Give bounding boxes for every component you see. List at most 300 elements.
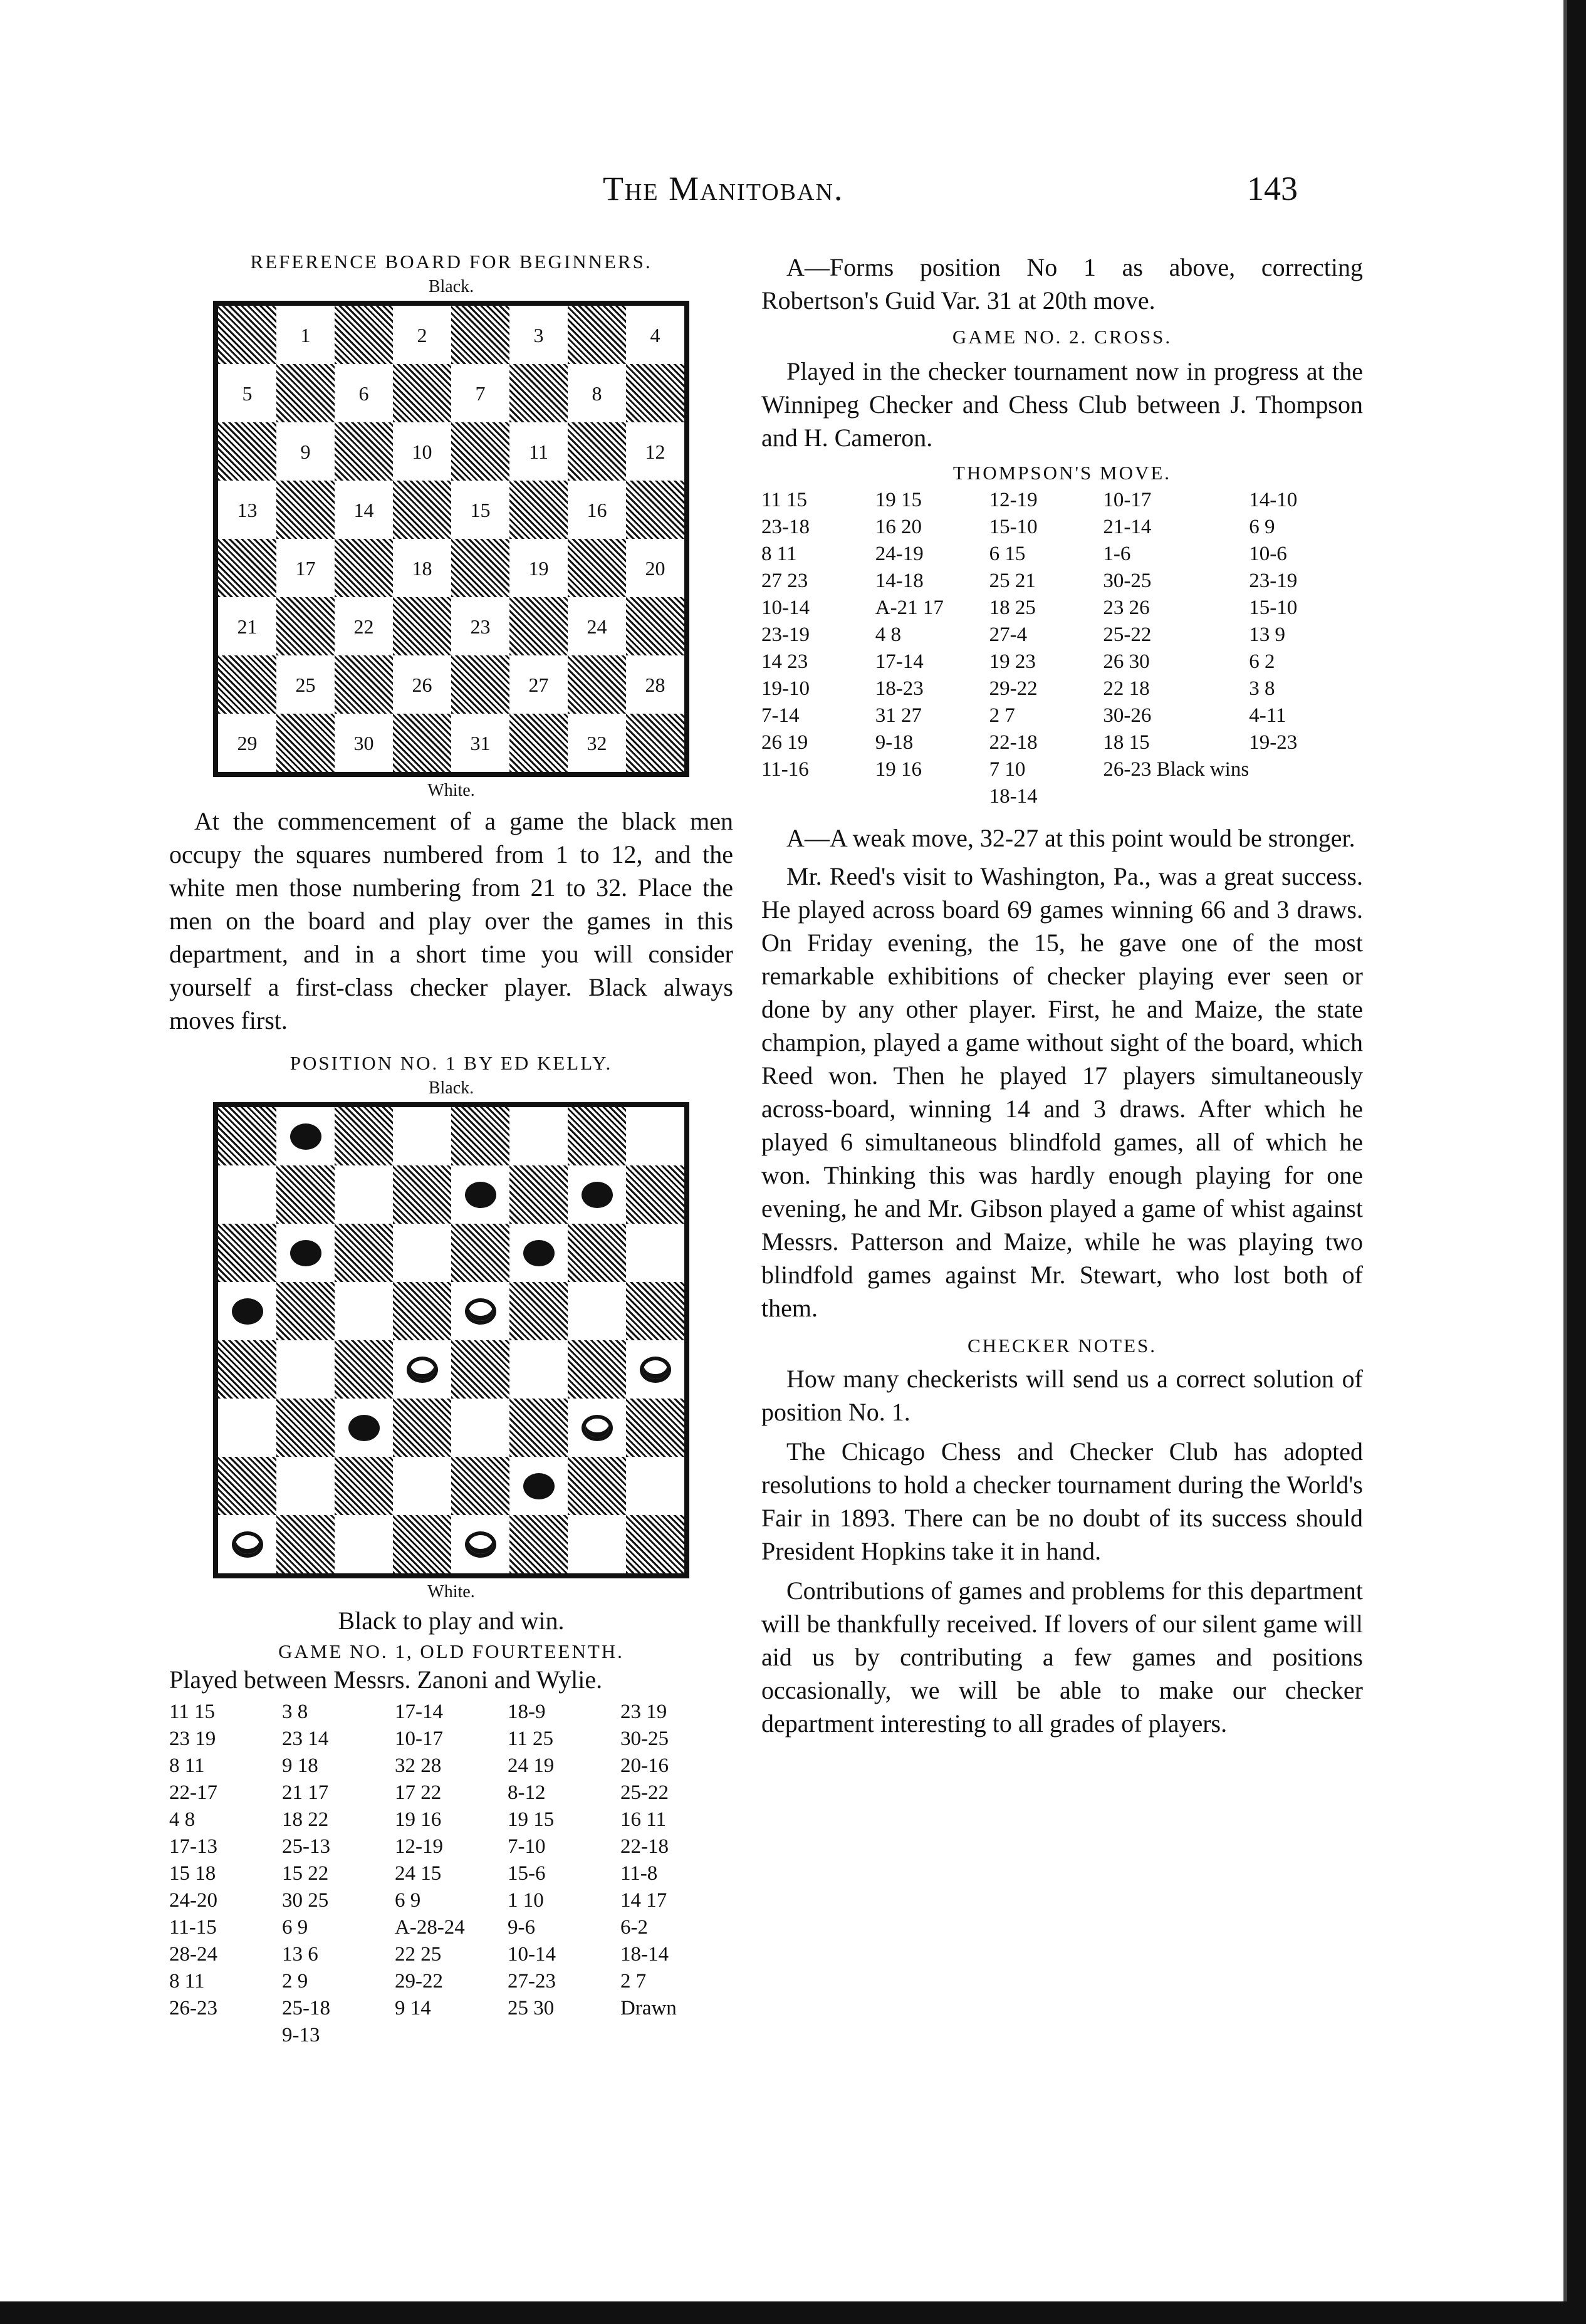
move-entry: 7-10 — [508, 1835, 546, 1858]
board-dark-square — [568, 1224, 626, 1282]
move-entry: 24-19 — [875, 543, 924, 565]
board-dark-square — [509, 714, 568, 772]
board-dark-square — [626, 364, 684, 422]
move-entry: 25-22 — [620, 1781, 669, 1804]
board-square-17 — [276, 1340, 335, 1399]
square-number: 11 — [526, 442, 551, 462]
board-square-29 — [218, 1515, 276, 1573]
board-dark-square — [568, 422, 626, 481]
move-entry: 6 9 — [1249, 516, 1275, 538]
board-dark-square — [218, 1107, 276, 1165]
board-square-3 — [509, 1107, 568, 1165]
board-dark-square — [451, 306, 509, 364]
move-entry: 26 19 — [761, 731, 808, 754]
square-number: 20 — [643, 558, 668, 578]
board-square-19 — [509, 539, 568, 597]
moves-column — [282, 1699, 395, 2049]
move-entry: A-21 17 — [875, 597, 944, 619]
move-entry: 7-14 — [761, 704, 800, 727]
board-square-24 — [568, 597, 626, 655]
move-entry: 26-23 — [169, 1997, 217, 2019]
board-square-21 — [218, 597, 276, 655]
move-entry: 18-14 — [989, 785, 1038, 808]
move-entry: 10-17 — [395, 1727, 443, 1750]
board-dark-square — [509, 364, 568, 422]
board-dark-square — [393, 364, 451, 422]
board-dark-square — [276, 1282, 335, 1340]
moves-column — [1249, 487, 1363, 810]
board-dark-square — [626, 1165, 684, 1224]
move-entry: 18-9 — [508, 1701, 546, 1723]
move-entry: 8 11 — [169, 1754, 205, 1777]
move-entry: 27 23 — [761, 570, 808, 592]
moves-column — [875, 487, 989, 810]
square-number: 18 — [410, 558, 435, 578]
move-entry: 15 22 — [282, 1862, 329, 1885]
game1-title: GAME NO. 1, OLD FOURTEENTH. — [278, 1640, 624, 1662]
move-entry: 20-16 — [620, 1754, 669, 1777]
black-checker-piece — [348, 1415, 380, 1441]
board-dark-square — [626, 1399, 684, 1457]
square-number: 15 — [468, 500, 493, 520]
checker-notes-title: CHECKER NOTES. — [967, 1335, 1157, 1357]
move-entry: 19-23 — [1249, 731, 1298, 754]
move-entry: 14-10 — [1249, 489, 1298, 511]
board-square-4 — [626, 306, 684, 364]
move-entry: 23-19 — [1249, 570, 1298, 592]
board-square-8 — [568, 364, 626, 422]
move-entry: 2 7 — [989, 704, 1015, 727]
board-square-22 — [335, 1399, 393, 1457]
move-entry: 9 18 — [282, 1754, 318, 1777]
move-entry: 21-14 — [1103, 516, 1152, 538]
white-checker-piece — [407, 1357, 438, 1383]
move-entry: Drawn — [620, 1997, 677, 2019]
board-dark-square — [393, 481, 451, 539]
square-number: 12 — [643, 442, 668, 462]
move-entry: 24 15 — [395, 1862, 442, 1885]
move-entry: 32 28 — [395, 1754, 442, 1777]
board-dark-square — [276, 1515, 335, 1573]
board-square-2 — [393, 1107, 451, 1165]
intro-paragraph: At the commencement of a game the black men occupy the squares numbered from 1 to 12, and the white men those numbering from 21 to 32. Place the men on the board and play over the games in this department, and in a short time you will consider yourself a first-class checker player. Black always moves first. — [169, 807, 733, 1034]
square-number: 27 — [526, 675, 551, 695]
board-square-7 — [451, 1165, 509, 1224]
board-square-21 — [218, 1399, 276, 1457]
reference-board-top-label: Black. — [428, 277, 474, 296]
move-entry: 30-25 — [1103, 570, 1152, 592]
move-entry: 25-13 — [282, 1835, 330, 1858]
board-dark-square — [335, 1340, 393, 1399]
board-square-15 — [451, 481, 509, 539]
board-square-20 — [626, 539, 684, 597]
moves-column — [508, 1699, 620, 2049]
board-dark-square — [393, 1515, 451, 1573]
move-entry: 19 15 — [875, 489, 922, 511]
move-entry: 18-23 — [875, 677, 924, 700]
board-square-18 — [393, 1340, 451, 1399]
reference-board-caption: REFERENCE BOARD FOR BEGINNERS. — [250, 251, 652, 273]
board-dark-square — [393, 714, 451, 772]
move-entry: 15-10 — [989, 516, 1038, 538]
move-entry: 10-14 — [761, 597, 810, 619]
square-number: 3 — [531, 325, 546, 345]
board-square-32 — [568, 714, 626, 772]
scan-bottom-edge — [0, 2301, 1586, 2324]
board-dark-square — [393, 1165, 451, 1224]
square-number: 13 — [235, 500, 260, 520]
moves-column — [1103, 487, 1249, 810]
move-entry: 23-18 — [761, 516, 810, 538]
board-dark-square — [218, 655, 276, 714]
board-dark-square — [335, 422, 393, 481]
page-header — [0, 169, 1586, 219]
board-dark-square — [276, 714, 335, 772]
square-number: 6 — [357, 383, 372, 404]
square-number: 19 — [526, 558, 551, 578]
page-number: 143 — [1247, 170, 1298, 207]
move-entry: 24 19 — [508, 1754, 555, 1777]
board-dark-square — [626, 714, 684, 772]
board-dark-square — [276, 1165, 335, 1224]
move-entry: 18 22 — [282, 1808, 329, 1831]
move-entry: 11-15 — [169, 1916, 217, 1939]
white-checker-piece — [232, 1531, 263, 1558]
board-dark-square — [335, 1224, 393, 1282]
board-square-11 — [509, 422, 568, 481]
board-dark-square — [218, 1224, 276, 1282]
reference-board-bottom-label: White. — [427, 781, 475, 800]
move-entry: 15-10 — [1249, 597, 1298, 619]
board-square-23 — [451, 1399, 509, 1457]
move-entry: 15 18 — [169, 1862, 216, 1885]
board-dark-square — [568, 306, 626, 364]
board-square-31 — [451, 1515, 509, 1573]
move-entry: 13 6 — [282, 1943, 318, 1966]
board-dark-square — [451, 539, 509, 597]
square-number: 30 — [352, 733, 377, 753]
checker-notes-paragraph-2: The Chicago Chess and Checker Club has adopted resolutions to hold a checker tournament during the World's Fair in 1893. There can be no doubt of its success should President Hopkins take it in hand. — [761, 1437, 1363, 1565]
board-square-25 — [276, 655, 335, 714]
board-square-1 — [276, 1107, 335, 1165]
move-entry: 11-8 — [620, 1862, 658, 1885]
move-entry: 2 7 — [620, 1970, 647, 1993]
board-square-6 — [335, 364, 393, 422]
position-subcaption: Black to play and win. — [338, 1607, 565, 1635]
move-entry: 8-12 — [508, 1781, 546, 1804]
board-dark-square — [626, 597, 684, 655]
move-entry: 18-14 — [620, 1943, 669, 1966]
game2-title: GAME NO. 2. CROSS. — [952, 326, 1172, 348]
black-checker-piece — [232, 1298, 263, 1325]
running-title: The Manitoban. — [603, 170, 844, 207]
board-dark-square — [568, 1457, 626, 1515]
board-dark-square — [218, 306, 276, 364]
square-number: 26 — [410, 675, 435, 695]
moves-column — [989, 487, 1103, 810]
board-square-6 — [335, 1165, 393, 1224]
board-square-15 — [451, 1282, 509, 1340]
move-entry: 25-22 — [1103, 623, 1152, 646]
square-number: 23 — [468, 617, 493, 637]
black-checker-piece — [290, 1240, 321, 1266]
move-entry: 23 19 — [169, 1727, 216, 1750]
game2-intro: Played in the checker tournament now in progress at the Winnipeg Checker and Chess Club between J. Thompson and H. Cameron. — [761, 357, 1363, 452]
square-number: 9 — [298, 442, 313, 462]
board-square-17 — [276, 539, 335, 597]
square-number: 2 — [415, 325, 430, 345]
board-dark-square — [393, 597, 451, 655]
board-dark-square — [509, 1515, 568, 1573]
note-a2: A—A weak move, 32-27 at this point would be stronger. — [786, 824, 1355, 852]
board-dark-square — [626, 481, 684, 539]
move-entry: 22-17 — [169, 1781, 217, 1804]
board-dark-square — [335, 655, 393, 714]
board-dark-square — [451, 1107, 509, 1165]
move-entry: 10-17 — [1103, 489, 1152, 511]
board-square-16 — [568, 1282, 626, 1340]
board-square-27 — [509, 655, 568, 714]
board-square-29 — [218, 714, 276, 772]
move-entry: 9 14 — [395, 1997, 431, 2019]
move-entry: 28-24 — [169, 1943, 217, 1966]
square-number: 32 — [585, 733, 610, 753]
board-square-23 — [451, 597, 509, 655]
move-entry: 31 27 — [875, 704, 922, 727]
board-square-12 — [626, 1224, 684, 1282]
move-entry: 14 17 — [620, 1889, 667, 1912]
move-entry: 4 8 — [875, 623, 902, 646]
board-square-31 — [451, 714, 509, 772]
move-entry: 17-13 — [169, 1835, 217, 1858]
move-entry: 9-13 — [282, 2024, 320, 2046]
move-entry: 6-2 — [620, 1916, 648, 1939]
board-square-20 — [626, 1340, 684, 1399]
board-square-22 — [335, 597, 393, 655]
move-entry: 26-23 Black wins — [1103, 758, 1249, 781]
move-entry: 3 8 — [282, 1701, 308, 1723]
board-dark-square — [451, 655, 509, 714]
board-square-16 — [568, 481, 626, 539]
board-dark-square — [509, 1282, 568, 1340]
board-dark-square — [276, 597, 335, 655]
moves-column — [395, 1699, 508, 2049]
right-column — [761, 251, 1363, 1740]
move-entry: 14 23 — [761, 650, 808, 673]
board-dark-square — [218, 422, 276, 481]
board-dark-square — [335, 539, 393, 597]
move-entry: 23 14 — [282, 1727, 329, 1750]
white-checker-piece — [465, 1298, 496, 1325]
moves-column — [169, 1699, 282, 2049]
move-entry: 18 25 — [989, 597, 1036, 619]
move-entry: 17 22 — [395, 1781, 442, 1804]
move-entry: 30-25 — [620, 1727, 669, 1750]
board-dark-square — [218, 1340, 276, 1399]
move-entry: 27-23 — [508, 1970, 556, 1993]
board-dark-square — [568, 1340, 626, 1399]
move-entry: 14-18 — [875, 570, 924, 592]
board-square-5 — [218, 364, 276, 422]
game2-subtitle: THOMPSON'S MOVE. — [952, 462, 1172, 484]
white-checker-piece — [465, 1531, 496, 1558]
board-square-32 — [568, 1515, 626, 1573]
board-square-26 — [393, 655, 451, 714]
square-number: 17 — [293, 558, 318, 578]
move-entry: 19 16 — [875, 758, 922, 781]
position-board-caption: POSITION NO. 1 BY ED KELLY. — [290, 1052, 613, 1074]
square-number: 31 — [468, 733, 493, 753]
move-entry: 3 8 — [1249, 677, 1275, 700]
move-entry: 25 30 — [508, 1997, 555, 2019]
board-square-9 — [276, 1224, 335, 1282]
square-number: 7 — [473, 383, 488, 404]
binding-spine — [1567, 0, 1586, 2324]
board-dark-square — [393, 1282, 451, 1340]
board-dark-square — [509, 1165, 568, 1224]
black-checker-piece — [465, 1182, 496, 1208]
board-square-9 — [276, 422, 335, 481]
square-number: 10 — [410, 442, 435, 462]
move-entry: 9-18 — [875, 731, 914, 754]
move-entry: 1 10 — [508, 1889, 544, 1912]
black-checker-piece — [290, 1123, 321, 1150]
board-square-14 — [335, 1282, 393, 1340]
board-dark-square — [568, 1107, 626, 1165]
black-checker-piece — [582, 1182, 613, 1208]
move-entry: 23-19 — [761, 623, 810, 646]
move-entry: 19 15 — [508, 1808, 555, 1831]
board-square-24 — [568, 1399, 626, 1457]
left-column — [169, 251, 733, 2049]
board-square-8 — [568, 1165, 626, 1224]
board-square-10 — [393, 422, 451, 481]
move-entry: 27-4 — [989, 623, 1028, 646]
move-entry: 25 21 — [989, 570, 1036, 592]
board-dark-square — [568, 539, 626, 597]
board-square-13 — [218, 1282, 276, 1340]
move-entry: 19 23 — [989, 650, 1036, 673]
move-entry: A-28-24 — [395, 1916, 465, 1939]
board-dark-square — [335, 1457, 393, 1515]
note-a1: A—Forms position No 1 as above, correcting Robertson's Guid Var. 31 at 20th move. — [761, 253, 1363, 315]
square-number: 29 — [235, 733, 260, 753]
move-entry: 11 15 — [761, 489, 808, 511]
board-square-10 — [393, 1224, 451, 1282]
move-entry: 30 25 — [282, 1889, 329, 1912]
moves-column — [761, 487, 875, 810]
move-entry: 9-6 — [508, 1916, 535, 1939]
move-entry: 19-10 — [761, 677, 810, 700]
move-entry: 12-19 — [989, 489, 1038, 511]
move-entry: 24-20 — [169, 1889, 217, 1912]
board-square-18 — [393, 539, 451, 597]
square-number: 16 — [585, 500, 610, 520]
board-square-28 — [626, 655, 684, 714]
board-dark-square — [568, 655, 626, 714]
move-entry: 17-14 — [395, 1701, 443, 1723]
reference-board — [213, 301, 689, 777]
move-entry: 29-22 — [989, 677, 1038, 700]
square-number: 25 — [293, 675, 318, 695]
board-dark-square — [626, 1282, 684, 1340]
move-entry: 6 9 — [282, 1916, 308, 1939]
checker-notes-paragraph-3: Contributions of games and problems for this department will be thankfully received. If lovers of our silent game will aid us by contributing a few games and positions occasionally, we will be able to make our checker department interesting to all grades of players. — [761, 1576, 1363, 1738]
move-entry: 12-19 — [395, 1835, 443, 1858]
move-entry: 6 15 — [989, 543, 1026, 565]
black-checker-piece — [523, 1240, 555, 1266]
game1-intro: Played between Messrs. Zanoni and Wylie. — [169, 1665, 603, 1694]
board-square-2 — [393, 306, 451, 364]
board-square-7 — [451, 364, 509, 422]
board-dark-square — [218, 539, 276, 597]
board-square-4 — [626, 1107, 684, 1165]
position-board-bottom-label: White. — [427, 1582, 475, 1602]
move-entry: 8 11 — [761, 543, 797, 565]
move-entry: 17-14 — [875, 650, 924, 673]
square-number: 8 — [590, 383, 605, 404]
move-entry: 22 18 — [1103, 677, 1150, 700]
square-number: 24 — [585, 617, 610, 637]
move-entry: 4-11 — [1249, 704, 1286, 727]
move-entry: 23 26 — [1103, 597, 1150, 619]
checker-notes-paragraph-1: How many checkerists will send us a correct solution of position No. 1. — [761, 1365, 1363, 1426]
board-dark-square — [276, 364, 335, 422]
move-entry: 11 25 — [508, 1727, 554, 1750]
move-entry: 29-22 — [395, 1970, 443, 1993]
move-entry: 16 20 — [875, 516, 922, 538]
move-entry: 6 9 — [395, 1889, 421, 1912]
board-dark-square — [335, 1107, 393, 1165]
move-entry: 23 19 — [620, 1701, 667, 1723]
move-entry: 2 9 — [282, 1970, 308, 1993]
board-dark-square — [393, 1399, 451, 1457]
move-entry: 10-14 — [508, 1943, 556, 1966]
board-dark-square — [451, 422, 509, 481]
board-dark-square — [276, 1399, 335, 1457]
move-entry: 19 16 — [395, 1808, 442, 1831]
board-dark-square — [276, 481, 335, 539]
board-square-11 — [509, 1224, 568, 1282]
white-checker-piece — [640, 1357, 671, 1383]
move-entry: 30-26 — [1103, 704, 1152, 727]
move-entry: 22-18 — [620, 1835, 669, 1858]
move-entry: 6 2 — [1249, 650, 1275, 673]
square-number: 4 — [648, 325, 663, 345]
game2-moves-table — [761, 487, 1363, 810]
board-dark-square — [218, 1457, 276, 1515]
board-square-28 — [626, 1457, 684, 1515]
move-entry: 16 11 — [620, 1808, 667, 1831]
game1-moves-table — [169, 1699, 733, 2049]
move-entry: 22-18 — [989, 731, 1038, 754]
board-square-14 — [335, 481, 393, 539]
square-number: 28 — [643, 675, 668, 695]
move-entry: 4 8 — [169, 1808, 196, 1831]
position-board-top-label: Black. — [428, 1078, 474, 1098]
move-entry: 26 30 — [1103, 650, 1150, 673]
board-dark-square — [451, 1457, 509, 1515]
move-entry: 21 17 — [282, 1781, 329, 1804]
board-dark-square — [626, 1515, 684, 1573]
black-checker-piece — [523, 1473, 555, 1499]
board-square-25 — [276, 1457, 335, 1515]
board-dark-square — [509, 597, 568, 655]
board-square-26 — [393, 1457, 451, 1515]
board-dark-square — [509, 481, 568, 539]
move-entry: 7 10 — [989, 758, 1026, 781]
board-square-12 — [626, 422, 684, 481]
